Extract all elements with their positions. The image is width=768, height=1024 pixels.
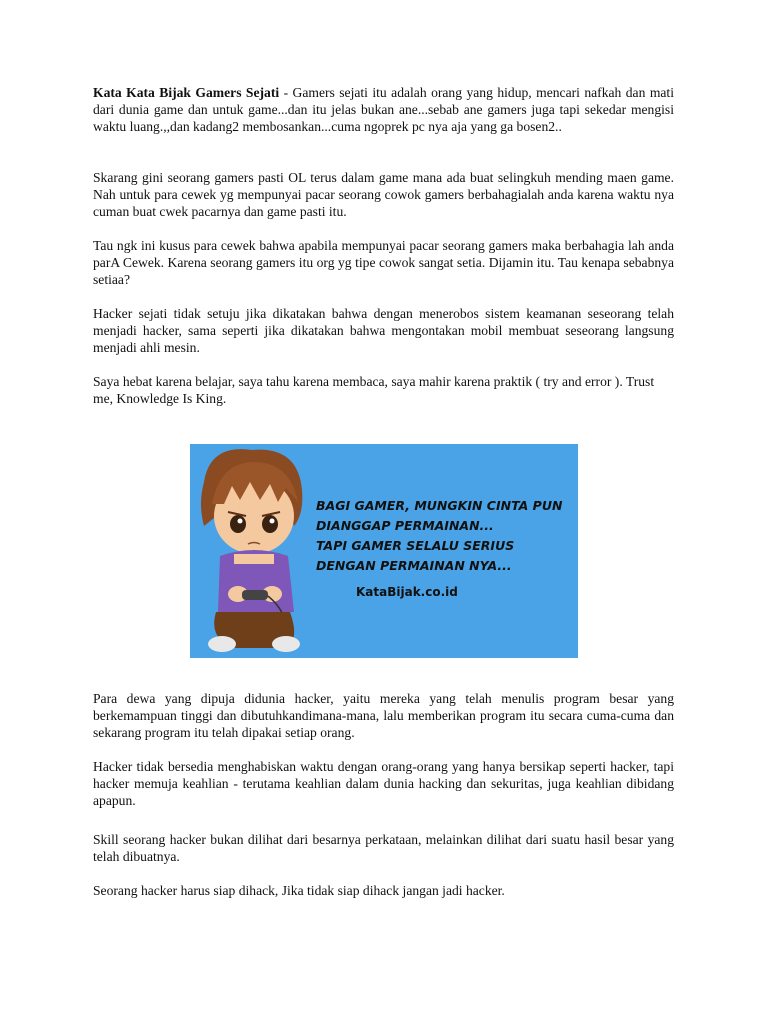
paragraph-4: Hacker sejati tidak setuju jika dikatakan bahwa dengan menerobos sistem keamanan seseorang telah menjadi hacker, sama seperti jika dikatakan bahwa mengontakan mobil membuat seseorang langsung menjadi ahli mesin. [93, 306, 674, 355]
paragraph-9: Seorang hacker harus siap dihack, Jika tidak siap dihack jangan jadi hacker. [93, 883, 505, 898]
paragraph-8: Skill seorang hacker bukan dilihat dari besarnya perkataan, melainkan dilihat dari suatu hasil besar yang telah dibuatnya. [93, 832, 674, 864]
image-caption-line-4: DENGAN PERMAINAN NYA... [316, 558, 512, 573]
intro-text: - Gamers sejati itu adalah orang yang hidup, mencari nafkah dan mati dari dunia game dan untuk game...dan itu jelas bukan ane...sebab ane gamers juga tapi sekedar mengisi waktu luang.,,dan kadang2 membosankan...cuma ngoprek pc nya aja yang ga bosen2.. [93, 85, 674, 134]
paragraph-6: Para dewa yang dipuja didunia hacker, yaitu mereka yang telah menulis program besar yang berkemampuan tinggi dan dibutuhkandimana-mana, lalu memberikan program itu secara cuma-cuma dan sekarang program itu telah dipakai setiap orang. [93, 691, 674, 740]
paragraph-2: Skarang gini seorang gamers pasti OL terus dalam game mana ada buat selingkuh mending maen game. Nah untuk para cewek yg mempunyai pacar seorang cowok gamers berbahagialah anda karena waktu nya cuman buat cwek pacarnya dan game pasti itu. [93, 170, 674, 219]
paragraph-3: Tau ngk ini kusus para cewek bahwa apabila mempunyai pacar seorang gamers maka berbahagia lah anda parA Cewek. Karena seorang gamers itu org yg tipe cowok sangat setia. Dijamin itu. Tau kenapa sebabnya setiaa? [93, 238, 674, 287]
image-site-label: KataBijak.co.id [356, 585, 458, 599]
paragraph-intro [93, 84, 674, 135]
paragraph-5: Saya hebat karena belajar, saya tahu karena membaca, saya mahir karena praktik ( try and error ). Trust me, Knowledge Is King. [93, 374, 655, 406]
image-caption-line-3: TAPI GAMER SELALU SERIUS [316, 538, 515, 553]
image-caption-line-2: DIANGGAP PERMAINAN... [316, 518, 494, 533]
article-title: Kata Kata Bijak Gamers Sejati [93, 85, 280, 100]
cartoon-gamer-boy-icon [190, 444, 578, 658]
paragraph-7: Hacker tidak bersedia menghabiskan waktu dengan orang-orang yang hanya bersikap seperti hacker, tapi hacker memuja keahlian - terutama keahlian dalam dunia hacking dan sekuritas, juga keahlian dibidang apapun. [93, 759, 674, 808]
quote-image [190, 444, 578, 658]
image-caption-line-1: BAGI GAMER, MUNGKIN CINTA PUN [316, 498, 563, 513]
